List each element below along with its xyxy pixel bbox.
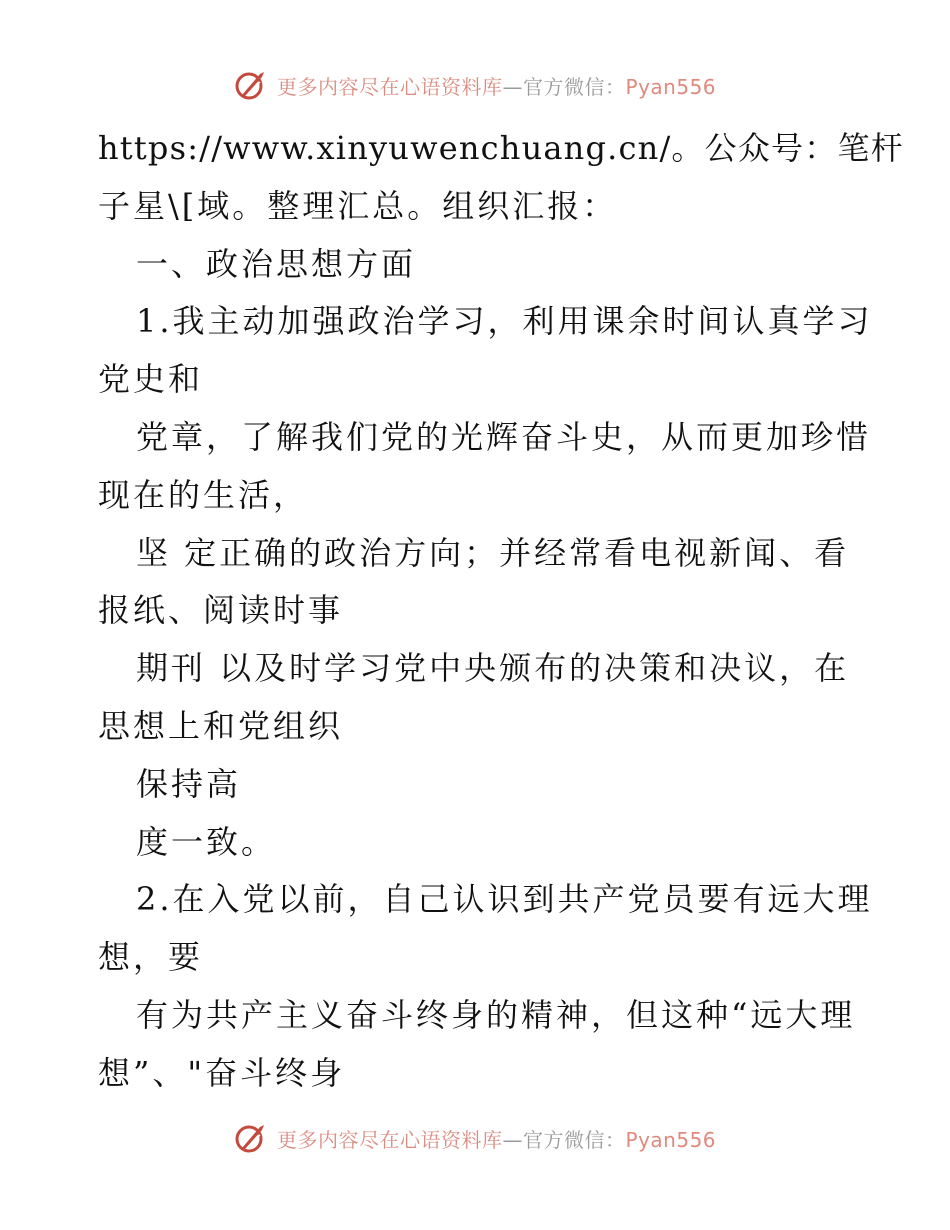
watermark-text [277, 71, 716, 100]
text-line: 党史和 [98, 360, 204, 399]
text-line: 1.我主动加强政治学习，利用课余时间认真学习 [136, 302, 873, 341]
footer-watermark [0, 1121, 950, 1155]
quill-pen-seal-icon [234, 68, 268, 102]
header-watermark [0, 68, 950, 102]
watermark-text [277, 1124, 716, 1153]
watermark-wechat-label: 官方微信： [523, 1127, 626, 1152]
text-line: 党章，了解我们党的光辉奋斗史，从而更加珍惜 [136, 417, 872, 456]
watermark-wechat-id: Pyan556 [625, 74, 717, 99]
watermark-wechat-id: Pyan556 [625, 1127, 717, 1152]
watermark-brand: 更多内容尽在心语资料库 [277, 74, 503, 99]
text-line: 度一致。 [136, 822, 277, 861]
watermark-wechat-label: 官方微信： [523, 74, 626, 99]
watermark-separator: — [502, 1127, 524, 1152]
text-line: 期刊 以及时学习党中央颁布的决策和决议，在 [136, 649, 850, 688]
text-line: 子星\[域。整理汇总。组织汇报： [98, 186, 618, 225]
text-line: 报纸、阅读时事 [98, 591, 344, 630]
section-heading: 一、政治思想方面 [136, 244, 417, 283]
watermark-brand: 更多内容尽在心语资料库 [277, 1127, 503, 1152]
text-line: 保持高 [136, 764, 242, 803]
text-line: 现在的生活， [98, 475, 309, 514]
text-line-url: https://www.xinyuwenchuang.cn/。公众号：笔杆 [98, 129, 904, 167]
text-line: 有为共产主义奋斗终身的精神，但这种“远大理 [136, 995, 856, 1034]
text-line: 想”、"奋斗终身 [98, 1053, 346, 1092]
text-line: 2.在入党以前，自己认识到共产党员要有远大理 [136, 880, 873, 919]
text-line: 思想上和党组织 [98, 706, 344, 745]
watermark-separator: — [502, 74, 524, 99]
quill-pen-seal-icon [234, 1121, 268, 1155]
text-line: 想，要 [98, 938, 204, 977]
document-body [98, 120, 904, 1103]
text-line: 坚 定正确的政治方向；并经常看电视新闻、看 [136, 533, 850, 572]
